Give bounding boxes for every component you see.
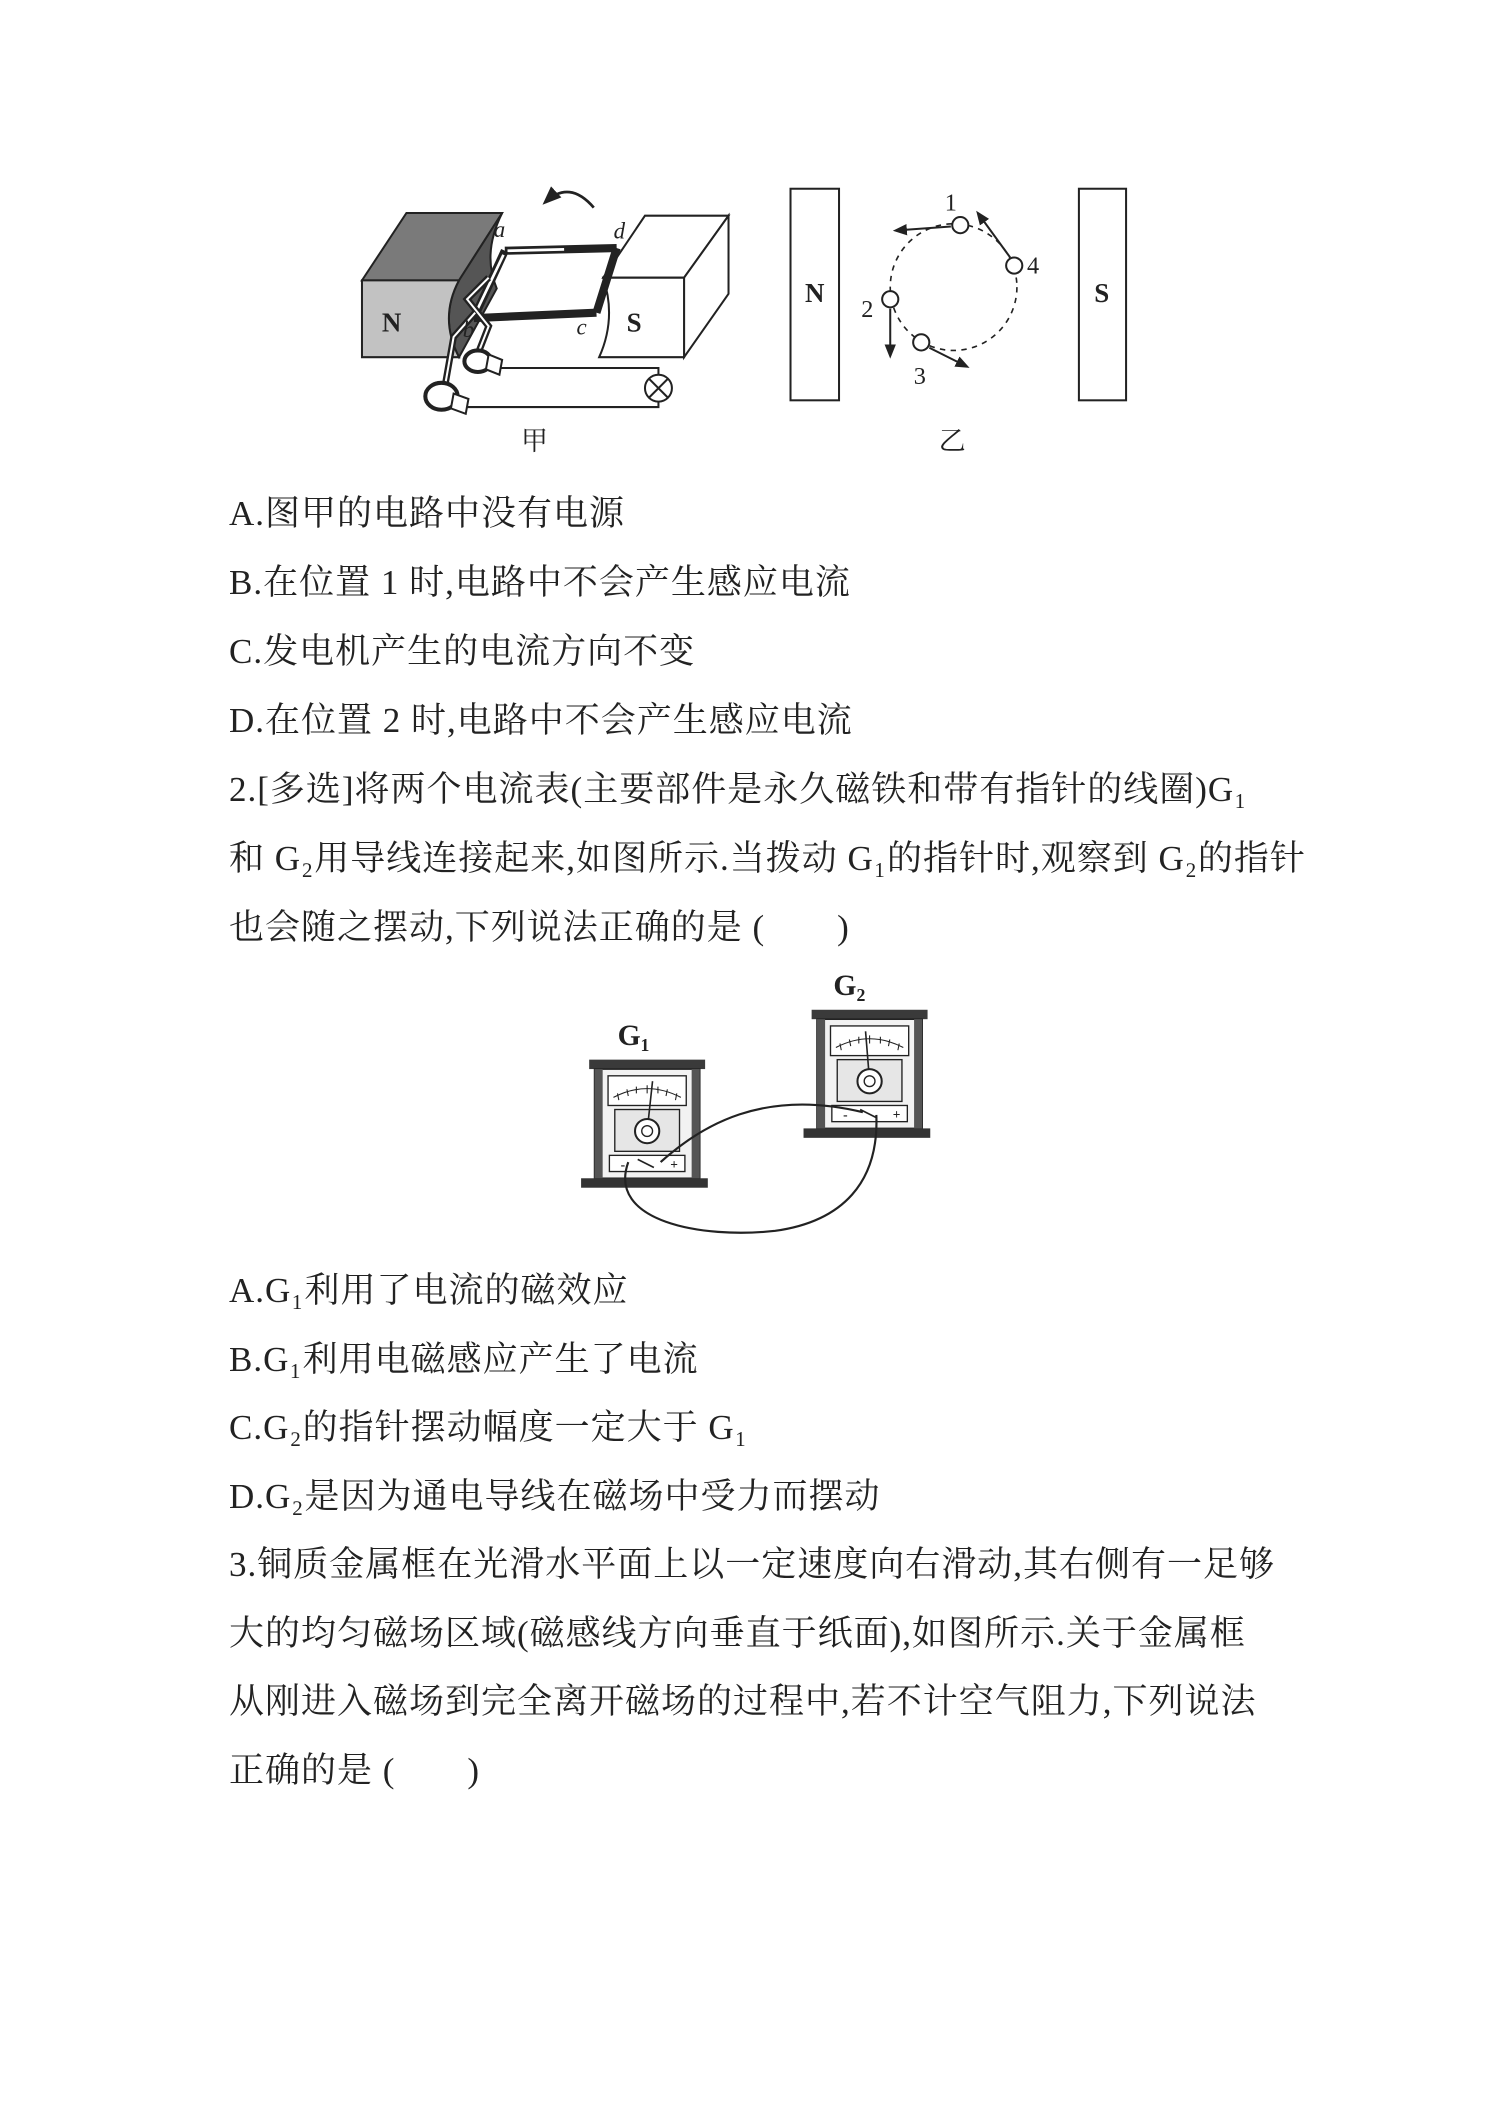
meter-top-cap: [812, 1010, 928, 1019]
q2-option-c: C.G₂的指针摆动幅度一定大于 G₁: [229, 1408, 748, 1447]
conductor-position-4: [1006, 257, 1022, 273]
q1-option-a: A.图甲的电路中没有电源: [229, 494, 626, 533]
q2-stem-line-2: 和 G₂用导线连接起来,如图所示.当拨动 G₁的指针时,观察到 G₂的指针: [229, 839, 1306, 878]
velocity-arrow-1: [896, 226, 951, 230]
meter-g2: [804, 970, 931, 1138]
conductor-position-1: [952, 217, 968, 233]
brush-upper: [486, 354, 502, 374]
conductor-position-2: [882, 291, 898, 307]
question1-options-and-question2-stem: [229, 479, 1429, 962]
magnet-n-label: N: [381, 307, 402, 338]
position-label-3: 3: [913, 363, 926, 391]
q3-stem-line-4: 正确的是 ( ): [229, 1750, 481, 1790]
meter-post-left: [817, 1019, 825, 1128]
velocity-arrow-4: [978, 213, 1010, 257]
terminal-minus-label: -: [843, 1106, 848, 1122]
terminal-minus-label: -: [620, 1156, 626, 1172]
slip-rings: [425, 350, 502, 413]
meter-g1: [581, 1020, 708, 1188]
terminal-plus-label: +: [670, 1156, 678, 1172]
meter-post-right: [692, 1069, 700, 1178]
figure-yi: [791, 189, 1127, 456]
position-label-1: 1: [944, 189, 957, 217]
position-label-2: 2: [861, 295, 874, 323]
magnet-n-bar-label: N: [805, 277, 825, 308]
rotation-path: [890, 224, 1017, 351]
meter-knob: [635, 1119, 659, 1143]
conductor-position-3: [913, 334, 929, 350]
figure-yi-caption: 乙: [938, 426, 966, 457]
meter-post-left: [595, 1069, 603, 1178]
q2-stem-line-1: 2.[多选]将两个电流表(主要部件是永久磁铁和带有指针的线圈)G₁: [229, 770, 1248, 809]
figure-jia: [362, 192, 729, 456]
q1-option-d: D.在位置 2 时,电路中不会产生感应电流: [229, 701, 853, 740]
coil-label-a: a: [493, 217, 506, 243]
terminal-plus-label: +: [892, 1106, 901, 1122]
magnet-s-bar-label: S: [1094, 277, 1110, 308]
meter-g1-label: G₁: [617, 1019, 650, 1052]
position-label-4: 4: [1027, 252, 1040, 280]
q1-option-b: B.在位置 1 时,电路中不会产生感应电流: [229, 563, 851, 602]
meter-knob: [857, 1069, 881, 1093]
meter-post-right: [914, 1019, 922, 1128]
q2-option-a: A.G₁利用了电流的磁效应: [229, 1271, 629, 1310]
wire-upper: [501, 368, 659, 375]
brush-lower: [451, 394, 469, 414]
coil-label-d: d: [613, 218, 626, 244]
question2-options-and-question3-stem: [229, 1257, 1429, 1805]
q3-stem-line-2: 大的均匀磁场区域(磁感线方向垂直于纸面),如图所示.关于金属框: [229, 1613, 1246, 1653]
coil-label-c: c: [576, 314, 587, 340]
meter-top-cap: [589, 1060, 705, 1069]
meter-base: [581, 1178, 708, 1187]
q3-stem-line-3: 从刚进入磁场到完全离开磁场的过程中,若不计空气阻力,下列说法: [229, 1682, 1257, 1721]
magnet-s-label: S: [626, 307, 642, 338]
wire-lower: [467, 402, 658, 407]
coil-side-ad-inner: [508, 249, 565, 250]
meter-g2-label: G₂: [833, 969, 866, 1002]
q3-stem-line-1: 3.铜质金属框在光滑水平面上以一定速度向右滑动,其右侧有一足够: [229, 1545, 1276, 1584]
coil-label-b: b: [462, 316, 475, 342]
magnet-n-front-face: [362, 280, 459, 357]
q1-option-c: C.发电机产生的电流方向不变: [229, 632, 696, 671]
q2-stem-line-3: 也会随之摆动,下列说法正确的是 ( ): [229, 908, 850, 947]
rotation-arrow-icon: [545, 192, 594, 208]
q2-option-b: B.G₁利用电磁感应产生了电流: [229, 1339, 699, 1379]
figure-jia-caption: 甲: [520, 426, 548, 457]
meter-base: [804, 1128, 931, 1137]
q2-option-d: D.G₂是因为通电导线在磁场中受力而摆动: [229, 1476, 881, 1516]
question2-figure: [573, 969, 937, 1246]
question1-figures: [344, 182, 1140, 465]
